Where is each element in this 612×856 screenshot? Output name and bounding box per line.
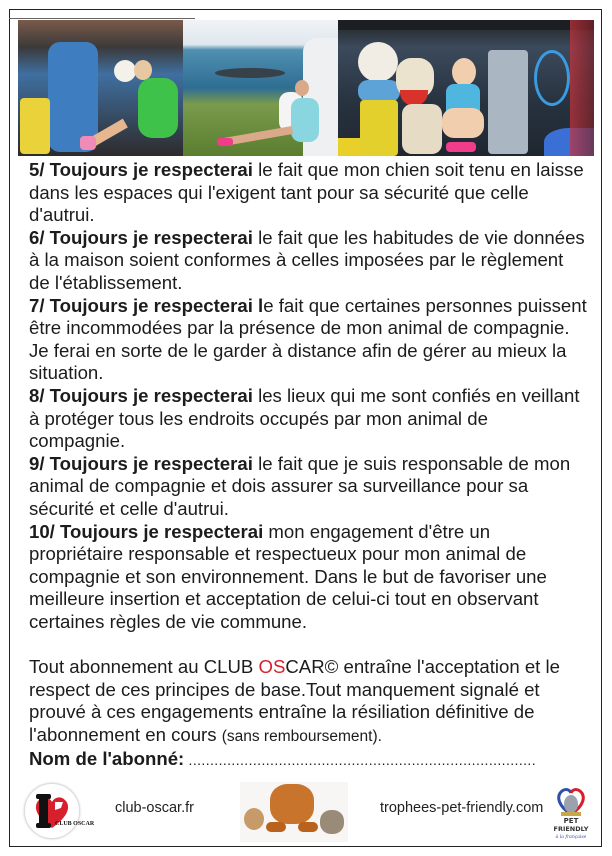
spacer <box>29 633 589 656</box>
pf-logo-line1: PET <box>563 817 579 825</box>
notice-text: Tout abonnement au CLUB <box>29 656 259 678</box>
rule-7 <box>29 295 589 385</box>
photo-girl-labrador-car-trunk <box>338 20 594 156</box>
notice-text-2: entraîne l'acceptation et le respect de ces principes de base.Tout manquement signalé et prouvé à ces engagements entraîne la résiliation définitive de l'abonnement en cours <box>29 656 560 745</box>
top-rule <box>9 18 195 19</box>
pet-friendly-heart-icon <box>550 782 592 842</box>
subscriber-name-label: Nom de l'abonné: <box>29 748 185 770</box>
pf-logo-line3: à la française <box>555 835 587 840</box>
rule-text: e fait que certaines personnes puissent être incommodées par la présence de mon animal de compagnie. Je ferai en sorte de le garder à distance afin de gérer au mieux la situation. <box>29 294 587 384</box>
photo-girl-dog-car-trunk <box>18 20 183 156</box>
brand-os: OS <box>258 656 286 678</box>
subscriber-name-line <box>29 748 589 772</box>
rabbit-icon <box>244 808 264 830</box>
footer <box>10 778 602 846</box>
puppy-icon <box>270 784 314 824</box>
rule-9 <box>29 453 589 521</box>
brand-car: CAR© <box>285 656 339 678</box>
rule-lead: 6/ Toujours je respecterai <box>29 226 253 248</box>
club-oscar-link[interactable]: club-oscar.fr <box>115 800 194 816</box>
rule-text: le fait que les habitudes de vie données à la maison soient conformes à celles imposées par le règlement de l'établissement. <box>29 226 585 293</box>
rule-5 <box>29 159 589 227</box>
photo-woman-dog-seaside <box>183 20 338 156</box>
club-oscar-logo <box>24 783 95 839</box>
rule-8 <box>29 385 589 453</box>
cat-icon <box>320 810 344 834</box>
rule-lead: 5/ Toujours je respecterai <box>29 159 253 180</box>
rule-lead: 9/ Toujours je respecterai <box>29 452 253 474</box>
membership-notice <box>29 656 589 748</box>
rule-text: le fait que je suis responsable de mon animal de compagnie et dois assurer sa surveillance pour sa sécurité et celle d'autrui. <box>29 452 571 519</box>
rule-6 <box>29 227 589 295</box>
rule-lead: 10/ Toujours je respecterai <box>29 520 264 542</box>
subscriber-name-field[interactable]: ................................................................................. <box>184 752 537 769</box>
rule-text: le fait que mon chien soit tenu en laisse dans les espaces qui l'exigent tant pour sa sécurité que celle d'autrui. <box>29 159 584 226</box>
notice-no-refund: (sans remboursement). <box>221 727 382 745</box>
rule-text: mon engagement d'être un propriétaire responsable et respectueux pour mon animal de compagnie et son environnement. Dans le but de favoriser une meilleure insertion et acceptation de celui-ci tout en observant certaines règles de vie commune. <box>29 520 547 632</box>
rule-lead: 7/ Toujours je respecterai l <box>29 294 264 316</box>
trophees-pet-friendly-link[interactable]: trophees-pet-friendly.com <box>380 800 544 816</box>
rule-10 <box>29 521 589 634</box>
club-logo-text: CLUB OSCAR <box>55 821 95 827</box>
charter-text <box>29 159 589 772</box>
rule-lead: 8/ Toujours je respecterai <box>29 384 253 406</box>
rule-text: les lieux qui me sont confiés en veillant à protéger tous les endroits occupés par mon animal de compagnie. <box>29 384 580 452</box>
heart-dog-icon <box>25 784 95 838</box>
header-photo-strip <box>18 20 594 156</box>
pets-image <box>240 782 348 842</box>
pf-logo-line2: FRIENDLY <box>553 825 589 833</box>
pet-friendly-logo <box>550 782 592 842</box>
